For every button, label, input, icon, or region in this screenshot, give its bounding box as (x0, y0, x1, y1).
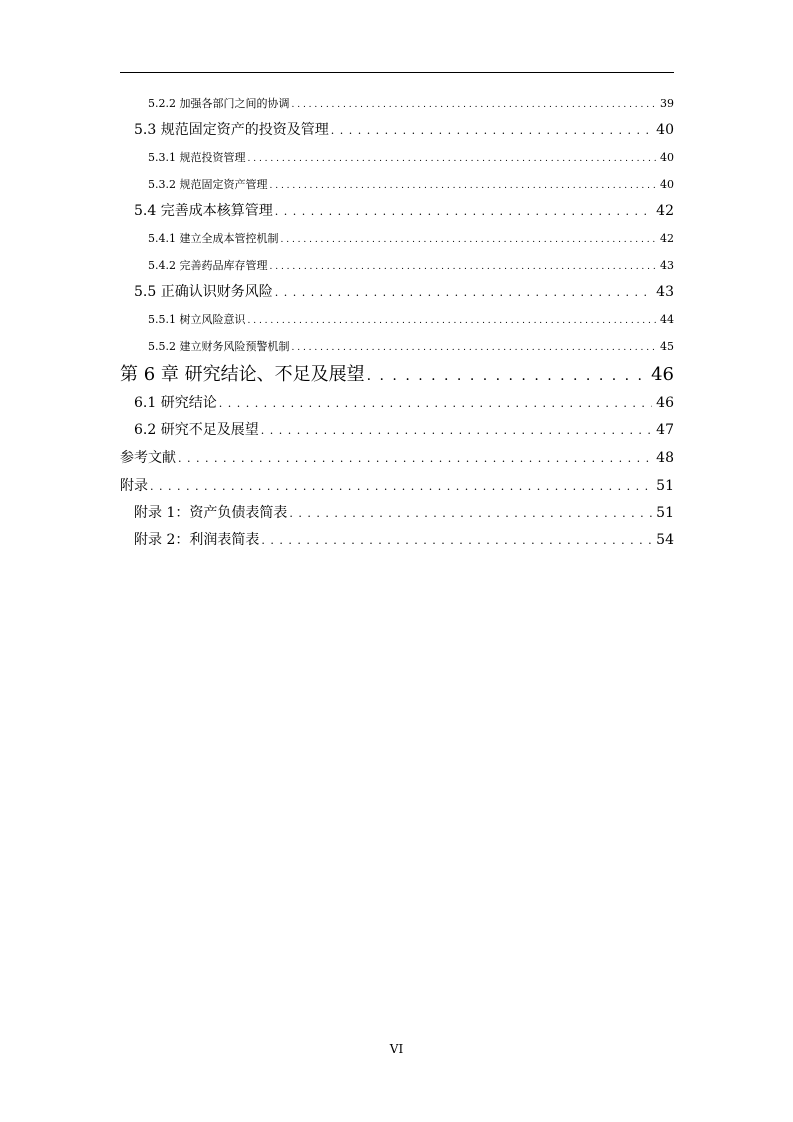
toc-leader-dots (292, 92, 657, 119)
toc-entry[interactable] (120, 117, 674, 144)
toc-entry-title: 6.2 研究不足及展望 (134, 422, 259, 438)
toc-entry-page: 47 (656, 422, 674, 438)
toc-entry-page: 48 (656, 450, 674, 466)
toc-leader-dots (292, 335, 657, 362)
toc-entry-title: 5.4.2 完善药品库存管理 (148, 259, 268, 272)
toc-entry-page: 42 (660, 232, 674, 245)
toc-entry-page: 42 (656, 203, 674, 219)
toc-leader-dots (178, 445, 652, 473)
header-rule (120, 72, 674, 73)
toc-entry-page: 51 (656, 505, 674, 521)
toc-entry-page: 44 (660, 313, 674, 326)
toc-entry-title: 5.3.1 规范投资管理 (148, 151, 246, 164)
toc-leader-dots (261, 417, 652, 444)
toc-leader-dots (331, 117, 652, 144)
toc-entry[interactable] (120, 90, 674, 117)
toc-entry-title: 附录 2：利润表简表 (134, 532, 260, 548)
toc-chapter-entry[interactable] (120, 360, 674, 390)
toc-entry-title: 附录 1：资产负债表简表 (134, 505, 288, 521)
toc-entry-title: 5.5.2 建立财务风险预警机制 (148, 340, 290, 353)
toc-entry-page: 43 (656, 284, 674, 300)
toc-leader-dots (275, 198, 652, 225)
toc-entry-page: 45 (660, 340, 674, 353)
toc-leader-dots (261, 527, 652, 554)
toc-leader-dots (281, 227, 657, 254)
toc-entry[interactable] (120, 333, 674, 360)
toc-entry-title: 5.5 正确认识财务风险 (134, 284, 273, 300)
toc-entry[interactable] (120, 417, 674, 444)
toc-entry-title: 5.3 规范固定资产的投资及管理 (134, 122, 329, 138)
toc-entry[interactable] (120, 171, 674, 198)
toc-leader-dots (289, 500, 652, 527)
toc-entry-page: 51 (656, 478, 674, 494)
toc-entry[interactable] (120, 500, 674, 527)
toc-entry-title: 5.5.1 树立风险意识 (148, 313, 246, 326)
toc-leader-dots (367, 361, 647, 391)
toc-entry[interactable] (120, 527, 674, 554)
page-number: VI (389, 1042, 404, 1056)
toc-entry[interactable] (120, 472, 674, 500)
toc-entry[interactable] (120, 198, 674, 225)
toc-entry[interactable] (120, 444, 674, 472)
toc-entry-title: 第 6 章 研究结论、不足及展望 (120, 364, 365, 385)
toc-entry-title: 参考文献 (120, 450, 176, 466)
toc-leader-dots (248, 308, 657, 335)
toc-leader-dots (150, 473, 652, 501)
toc-entry-title: 6.1 研究结论 (134, 395, 217, 411)
toc-entry-page: 46 (656, 395, 674, 411)
toc-entry-title: 5.4 完善成本核算管理 (134, 203, 273, 219)
toc-entry[interactable] (120, 306, 674, 333)
toc-entry-page: 46 (651, 364, 674, 385)
toc-entry-title: 5.3.2 规范固定资产管理 (148, 178, 268, 191)
toc-entry[interactable] (120, 279, 674, 306)
toc-leader-dots (248, 146, 657, 173)
toc-entry[interactable] (120, 144, 674, 171)
toc-entry-page: 43 (660, 259, 674, 272)
toc-entry-title: 5.2.2 加强各部门之间的协调 (148, 97, 290, 110)
toc-leader-dots (219, 390, 652, 417)
toc-entry[interactable] (120, 390, 674, 417)
table-of-contents (120, 90, 674, 554)
toc-entry-page: 40 (656, 122, 674, 138)
toc-entry[interactable] (120, 252, 674, 279)
toc-entry[interactable] (120, 225, 674, 252)
toc-leader-dots (270, 173, 657, 200)
toc-entry-page: 39 (660, 97, 674, 110)
toc-leader-dots (275, 279, 652, 306)
toc-entry-page: 54 (656, 532, 674, 548)
toc-leader-dots (270, 254, 657, 281)
toc-entry-title: 附录 (120, 478, 148, 494)
toc-entry-page: 40 (660, 178, 674, 191)
toc-entry-page: 40 (660, 151, 674, 164)
toc-entry-title: 5.4.1 建立全成本管控机制 (148, 232, 279, 245)
